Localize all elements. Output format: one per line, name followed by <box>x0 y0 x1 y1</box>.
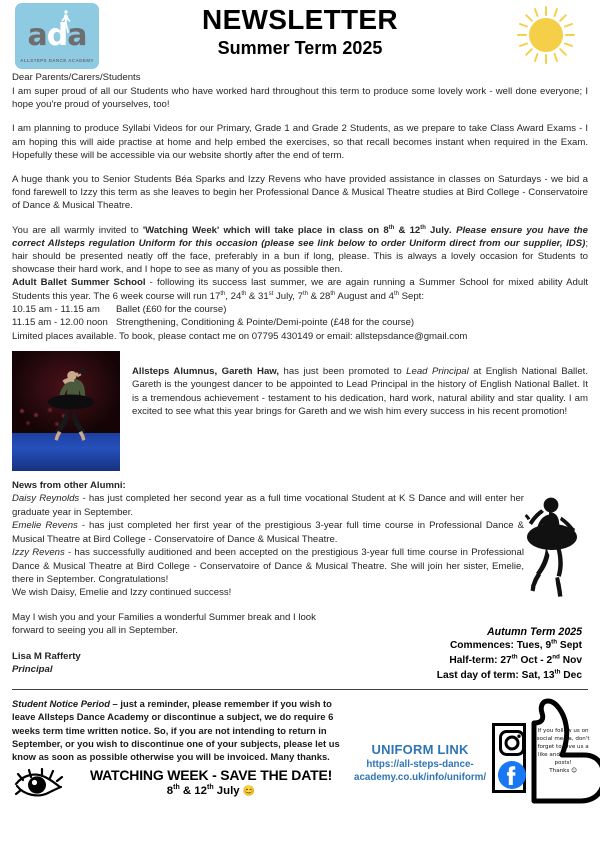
uniform-url-line1[interactable]: https://all-steps-dance- <box>366 759 474 771</box>
watching-week-date: 8th & 12th July 😊 <box>166 784 256 798</box>
notice-section <box>12 697 588 799</box>
sun-icon <box>510 4 582 70</box>
alumni-entry-izzy: Izzy Revens - has successfully auditioned and been accepted on the prestigious 3-year full time course in Professional Dance & Musical Theatre at Bird College - Conservatoire of Dance & Musical Theatre. She will join her sister, Emelie, there in September. Congratulations! <box>12 547 524 585</box>
section-divider <box>12 689 588 690</box>
gareth-haw-section <box>12 351 588 471</box>
instagram-icon[interactable] <box>498 729 526 757</box>
summer-school-row-conditioning: 11.15 am - 12.00 noon Strengthening, Conditioning & Pointe/Demi-pointe (£48 for the course) <box>12 317 415 329</box>
eye-icon <box>12 768 68 798</box>
bubble-line-5: posts! <box>554 760 572 767</box>
summer-school-booking: Limited places available. To book, please contact me on 07795 430149 or email: allstepsdance@gmail.com <box>12 330 468 342</box>
gareth-haw-text: Allsteps Alumnus, Gareth Haw, has just been promoted to Lead Principal at English National Ballet. Gareth is the youngest dancer to be appointed to Lead Principal in the history of English National Ballet. It is a tremendous achievement - testament to his dedication, hard work, natural ability and star quality. I am excited to see what this year brings for Gareth and we wish him every success in his recent promotion! <box>132 366 588 418</box>
term-dates-title: Autumn Term 2025 <box>487 625 582 638</box>
bubble-line-4: like and share our <box>537 752 589 759</box>
dancer-stage-photo <box>12 351 120 471</box>
closing-and-term-dates <box>12 611 588 683</box>
logo-subtitle: ALLSTEPS DANCE ACADEMY <box>20 58 94 63</box>
bubble-line-6: Thanks 😊 <box>549 768 577 775</box>
closing-message: May I wish you and your Families a wonderful Summer break and I look forward to seeing you all in September. <box>12 611 316 637</box>
uniform-url-line2[interactable]: academy.co.uk/info/uniform/ <box>354 772 487 784</box>
term-dates-commences: Commences: Tues, 9th Sept <box>449 638 582 652</box>
social-bubble-text <box>532 727 594 775</box>
links-and-social-block <box>354 697 600 799</box>
paragraph-watching-week: You are all warmly invited to 'Watching Week' which will take place in class on 8th & 12th July. Please ensure you have the correct Allsteps regulation Uniform for this occasion (please see link below to order Uniform direct from our supplier, IDS); hair should be presented neatly off the face, preferably in a bun if long, please. This is always a lovely occasion for Students to showcase their hard work, and I hope to see as many of you as possible then. <box>12 224 589 276</box>
signature-name: Lisa M Rafferty <box>12 650 81 662</box>
facebook-icon[interactable] <box>498 761 526 789</box>
student-notice-text: Student Notice Period – just a reminder, please remember if you wish to leave Allsteps Dance Academy or discontinue a subject, we do require 6 weeks term time written notice. So, if you are not intending to return in September, or you wish to discontinue one of your subjects, please let us know as soon as possible otherwise you will be invoiced. Many thanks. <box>12 698 340 762</box>
page-subtitle: Summer Term 2025 <box>217 38 383 58</box>
alumni-heading: News from other Alumni: <box>12 480 126 492</box>
ballerina-silhouette-icon <box>516 487 590 599</box>
student-notice-block <box>12 697 354 799</box>
watching-week-headline: WATCHING WEEK - SAVE THE DATE! <box>89 767 333 784</box>
signature-role: Principal <box>12 663 53 675</box>
paragraph-syllabi-videos: I am planning to produce Syllabi Videos for our Primary, Grade 1 and Grade 2 Students, as we prepare to take Class Award Exams - I am hoping this will aide practise at home and help embed the exercises, so that recall becomes instant when required in the Exam. Hopefully these will be accessible via our website shortly after the end of term. <box>12 123 588 161</box>
paragraph-summer-school: Adult Ballet Summer School - following its success last summer, we are again running a Summer School for mixed ability Adult Students this year. The 6 week course will run 17th, 24th & 31st July, 7th & 28th August and 4th Sept: <box>12 277 588 302</box>
watching-week-banner <box>12 767 354 799</box>
term-dates-halfterm: Half-term: 27th Oct - 2nd Nov <box>449 653 582 666</box>
paragraph-senior-students: A huge thank you to Senior Students Béa Sparks and Izzy Revens who have provided assistance in classes on Saturdays - we bid a fond farewell to Izzy this term as she leaves to begin her Professional Dance & Musical Theatre studies at Bird College - Conservatoire of Dance & Musical Theatre. <box>12 174 588 212</box>
leaping-dancer-figure <box>12 351 120 471</box>
term-dates-block <box>342 611 588 683</box>
salutation: Dear Parents/Carers/Students <box>12 72 141 83</box>
logo-wordmark: ada <box>27 18 87 53</box>
bubble-line-3: forget to give us a <box>537 744 589 751</box>
thumbs-up-social-graphic <box>484 693 600 805</box>
alumni-closing-wish: We wish Daisy, Emelie and Izzy continued success! <box>12 587 232 599</box>
bubble-line-1: If you follow us on <box>537 728 589 735</box>
uniform-link-heading: UNIFORM LINK <box>371 742 469 758</box>
term-dates-lastday: Last day of term: Sat, 13th Dec <box>436 668 582 681</box>
paragraph-intro: I am super proud of all our Students who have worked hard throughout this term to produce some lovely work - well done everyone; I hope you're proud of yourselves, too! <box>12 86 588 111</box>
title-block <box>10 4 590 59</box>
newsletter-body <box>10 85 590 799</box>
alumni-entry-emelie: Emelie Revens - has just completed her first year of the prestigious 3-year full time course in Professional Dance & Musical Theatre at Bird College - Conservatoire of Dance & Musical Theatre. <box>12 520 524 545</box>
summer-school-row-ballet: 10.15 am - 11.15 am Ballet (£60 for the course) <box>12 303 227 315</box>
smile-emoji: 😊 <box>242 786 256 798</box>
bubble-line-2: social media, don't <box>536 736 590 743</box>
social-icons-strip <box>492 723 526 793</box>
closing-block <box>12 611 342 683</box>
watching-week-text <box>68 767 354 799</box>
page-title: NEWSLETTER <box>202 4 398 35</box>
alumni-entry-daisy: Daisy Reynolds - has just completed her second year as a full time vocational Student at K S Dance and will enter her graduate year in September. <box>12 493 524 518</box>
newsletter-header <box>10 0 590 72</box>
alumni-section <box>12 479 588 600</box>
